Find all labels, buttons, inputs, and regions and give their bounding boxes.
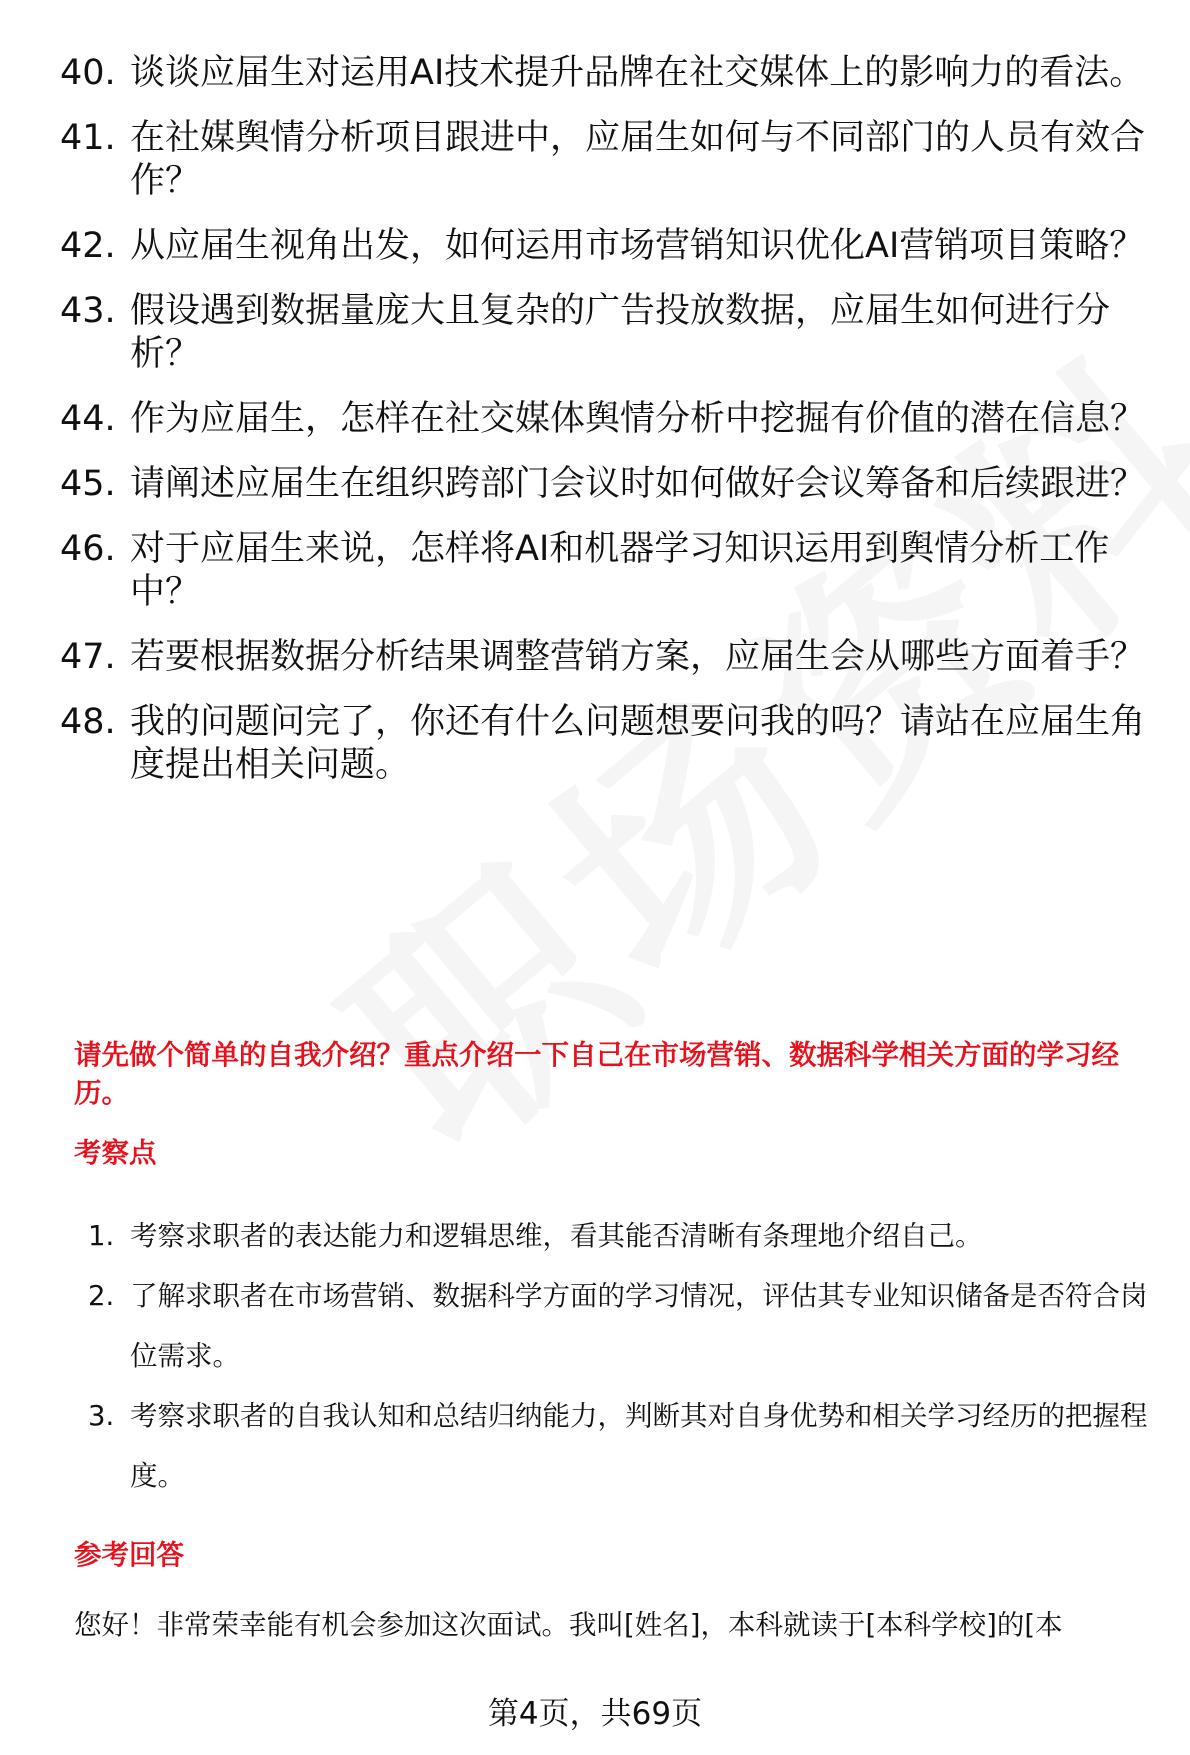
points-title: 考察点 [74, 1137, 157, 1169]
question-text: 谈谈应届生对运用AI技术提升品牌在社交媒体上的影响力的看法。 [130, 53, 1145, 93]
question-number: 46. [60, 529, 116, 569]
question-number: 41. [60, 118, 116, 158]
point-item [88, 1386, 1168, 1506]
question-text: 在社媒舆情分析项目跟进中，应届生如何与不同部门的人员有效合作？ [130, 118, 1146, 201]
question-item [60, 225, 1160, 268]
question-item [60, 636, 1160, 679]
question-item [60, 528, 1160, 614]
question-list [60, 52, 1160, 809]
points-list [88, 1206, 1168, 1506]
question-item [60, 290, 1160, 376]
point-number: 3. [88, 1400, 115, 1432]
question-item [60, 701, 1160, 787]
question-number: 43. [60, 291, 116, 331]
question-text: 作为应届生，怎样在社交媒体舆情分析中挖掘有价值的潜在信息？ [130, 399, 1146, 439]
point-text: 了解求职者在市场营销、数据科学方面的学习情况，评估其专业知识储备是否符合岗位需求。 [130, 1280, 1148, 1372]
question-item [60, 463, 1160, 506]
question-text: 若要根据数据分析结果调整营销方案，应届生会从哪些方面着手？ [130, 637, 1146, 677]
question-number: 47. [60, 637, 116, 677]
question-number: 44. [60, 399, 116, 439]
question-number: 45. [60, 464, 116, 504]
question-number: 40. [60, 53, 116, 93]
answer-text: 您好！非常荣幸能有机会参加这次面试。我叫[姓名]，本科就读于[本科学校]的[本 [74, 1609, 1063, 1641]
point-item [88, 1266, 1168, 1386]
question-item [60, 52, 1160, 95]
point-text: 考察求职者的表达能力和逻辑思维，看其能否清晰有条理地介绍自己。 [130, 1220, 983, 1252]
point-item [88, 1206, 1168, 1266]
question-text: 对于应届生来说，怎样将AI和机器学习知识运用到舆情分析工作中？ [130, 529, 1110, 612]
section-question-heading: 请先做个简单的自我介绍？重点介绍一下自己在市场营销、数据科学相关方面的学习经历。 [74, 1039, 1119, 1109]
question-number: 48. [60, 702, 116, 742]
question-text: 假设遇到数据量庞大且复杂的广告投放数据，应届生如何进行分析？ [130, 291, 1111, 374]
point-number: 2. [88, 1280, 115, 1312]
answer-title: 参考回答 [74, 1539, 184, 1571]
question-item [60, 117, 1160, 203]
point-text: 考察求职者的自我认知和总结归纳能力，判断其对自身优势和相关学习经历的把握程度。 [130, 1400, 1148, 1492]
question-text: 我的问题问完了，你还有什么问题想要问我的吗？请站在应届生角度提出相关问题。 [130, 702, 1146, 785]
question-number: 42. [60, 226, 116, 266]
question-item [60, 398, 1160, 441]
page-number: 第4页，共69页 [487, 1696, 703, 1732]
point-number: 1. [88, 1220, 115, 1252]
question-text: 请阐述应届生在组织跨部门会议时如何做好会议筹备和后续跟进？ [130, 464, 1146, 504]
question-text: 从应届生视角出发，如何运用市场营销知识优化AI营销项目策略？ [130, 226, 1145, 266]
